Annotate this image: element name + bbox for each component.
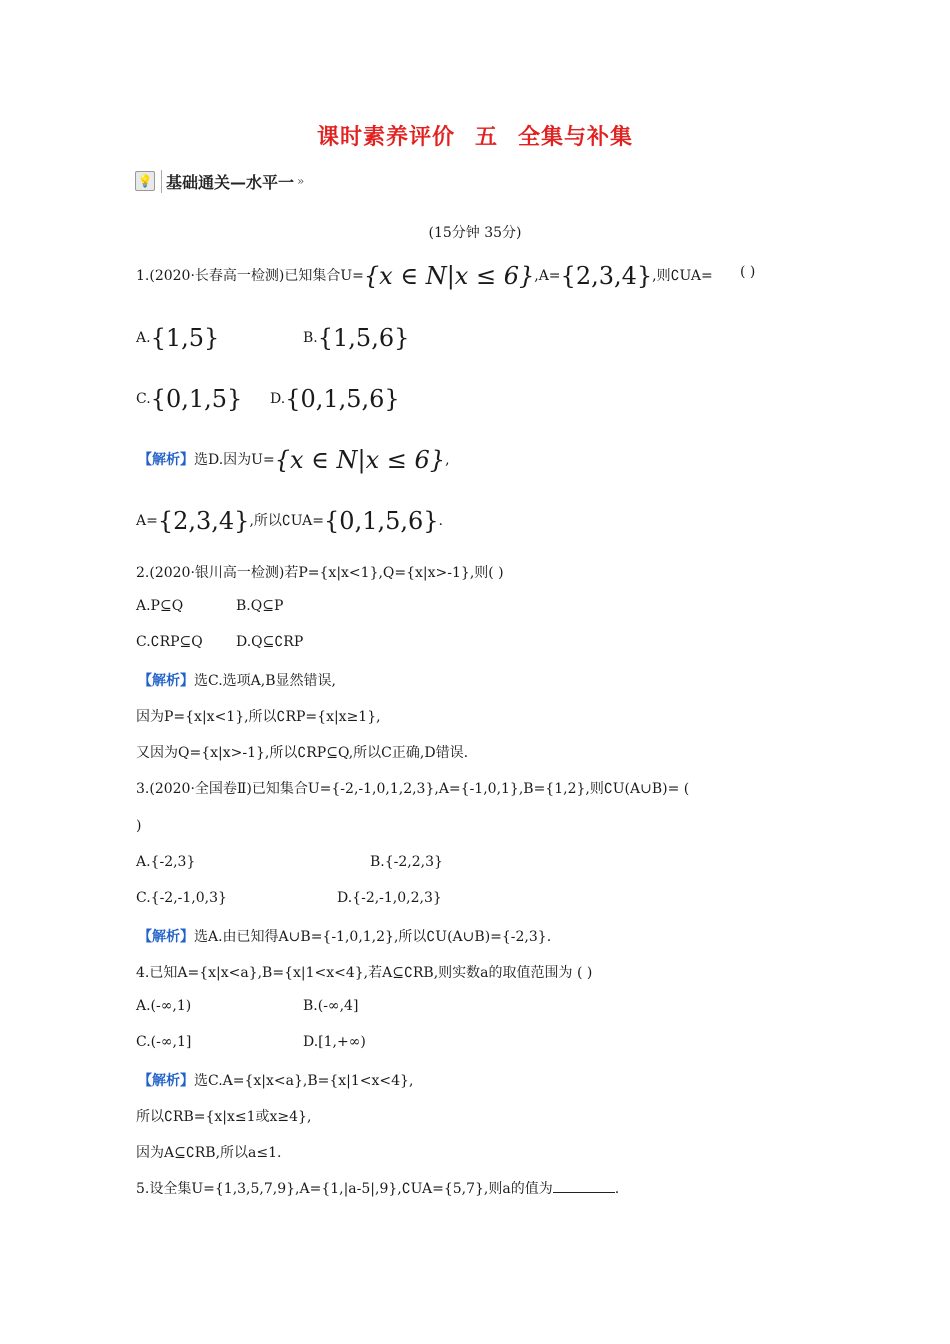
q1-tail-text: ,则∁UA= bbox=[652, 268, 713, 284]
q1-stem bbox=[136, 262, 713, 290]
q1-u-set: {x ∈ N|x ≤ 6} bbox=[363, 262, 535, 290]
title-part-1: 课时素养评价 bbox=[316, 125, 455, 150]
q1-a-set: {2,3,4} bbox=[560, 262, 653, 290]
q1-mid-text: ,A= bbox=[534, 268, 561, 284]
q1-analysis-a-set: {2,3,4} bbox=[157, 507, 250, 535]
q1-option-d bbox=[270, 385, 400, 413]
q5-stem-text: 5.设全集U={1,3,5,7,9},A={1,|a-5|,9},∁UA={5,7},则a的值为 bbox=[136, 1181, 553, 1197]
q2-analysis-line-2: 因为P={x|x<1},所以∁RP={x|x≥1}, bbox=[136, 709, 381, 725]
q3-stem-cont: ) bbox=[136, 818, 142, 834]
q1-answer-paren: ( ) bbox=[740, 264, 756, 280]
q1-analysis-period: . bbox=[438, 513, 443, 529]
page-title bbox=[0, 120, 950, 151]
q1-analysis-a-prefix: A= bbox=[136, 513, 158, 529]
time-note: (15分钟 35分) bbox=[428, 225, 522, 241]
q4-option-c: C.(-∞,1] bbox=[136, 1034, 192, 1050]
section-label: 基础通关—水平一 bbox=[161, 170, 294, 193]
q5-stem bbox=[136, 1178, 619, 1198]
q5-period: . bbox=[614, 1181, 620, 1197]
q4-option-d: D.[1,+∞) bbox=[303, 1034, 366, 1050]
lightbulb-icon: 💡 bbox=[135, 171, 155, 191]
q3-analysis-text-1: 选A.由已知得A∪B={-1,0,1,2},所以∁U(A∪B)={-2,3}. bbox=[194, 929, 552, 945]
q1-analysis-line-1 bbox=[138, 446, 450, 474]
q1-option-d-label: D. bbox=[270, 391, 286, 407]
q3-option-d: D.{-2,-1,0,2,3} bbox=[337, 890, 442, 906]
q1-analysis-u-set: {x ∈ N|x ≤ 6} bbox=[274, 446, 446, 474]
q1-option-c-label: C. bbox=[136, 391, 151, 407]
q4-option-b: B.(-∞,4] bbox=[303, 998, 359, 1014]
q2-analysis-line-3: 又因为Q={x|x>-1},所以∁RP⊆Q,所以C正确,D错误. bbox=[136, 745, 469, 761]
q1-option-c bbox=[136, 385, 242, 413]
q3-option-b: B.{-2,2,3} bbox=[370, 854, 443, 870]
section-badge bbox=[135, 170, 304, 192]
q1-option-b bbox=[303, 324, 409, 352]
q1-analysis-result: {0,1,5,6} bbox=[324, 507, 439, 535]
q2-analysis-line-1 bbox=[138, 670, 336, 690]
analysis-tag: 【解析】 bbox=[138, 452, 194, 468]
q4-analysis-line-1 bbox=[138, 1070, 413, 1090]
q1-option-b-set: {1,5,6} bbox=[317, 324, 410, 352]
q4-stem: 4.已知A={x|x<a},B={x|1<x<4},若A⊆∁RB,则实数a的取值范围为 ( ) bbox=[136, 965, 593, 981]
q2-option-c: C.∁RP⊆Q bbox=[136, 634, 203, 650]
analysis-tag: 【解析】 bbox=[138, 673, 194, 689]
q1-option-c-set: {0,1,5} bbox=[150, 385, 243, 413]
q2-option-a: A.P⊆Q bbox=[136, 598, 184, 614]
q1-option-d-set: {0,1,5,6} bbox=[285, 385, 400, 413]
q1-stem-text: 1.(2020·长春高一检测)已知集合U= bbox=[136, 268, 364, 284]
answer-blank[interactable] bbox=[553, 1180, 615, 1193]
q2-option-d: D.Q⊆∁RP bbox=[236, 634, 304, 650]
title-part-2: 五 bbox=[474, 125, 498, 150]
q1-option-a-set: {1,5} bbox=[150, 324, 220, 352]
q3-option-c: C.{-2,-1,0,3} bbox=[136, 890, 227, 906]
q1-option-a bbox=[136, 324, 219, 352]
q1-analysis-line-2 bbox=[136, 507, 443, 535]
q4-analysis-line-3: 因为A⊆∁RB,所以a≤1. bbox=[136, 1145, 282, 1161]
q3-analysis-line-1 bbox=[138, 926, 551, 946]
q1-option-a-label: A. bbox=[136, 330, 151, 346]
double-arrow-icon: » bbox=[297, 174, 305, 188]
q1-analysis-text-1: 选D.因为U= bbox=[194, 452, 275, 468]
q2-analysis-text-1: 选C.选项A,B显然错误, bbox=[194, 673, 336, 689]
q4-option-a: A.(-∞,1) bbox=[136, 998, 192, 1014]
q4-analysis-text-1: 选C.A={x|x<a},B={x|1<x<4}, bbox=[194, 1073, 414, 1089]
q3-option-a: A.{-2,3} bbox=[136, 854, 196, 870]
q3-stem: 3.(2020·全国卷Ⅱ)已知集合U={-2,-1,0,1,2,3},A={-1,0,1},B={1,2},则∁U(A∪B)= ( bbox=[136, 781, 690, 797]
q1-analysis-comma: , bbox=[445, 452, 450, 468]
q1-analysis-mid: ,所以∁UA= bbox=[249, 513, 325, 529]
title-part-3: 全集与补集 bbox=[518, 125, 634, 150]
q2-stem: 2.(2020·银川高一检测)若P={x|x<1},Q={x|x>-1},则( ) bbox=[136, 565, 504, 581]
q1-option-b-label: B. bbox=[303, 330, 318, 346]
q2-option-b: B.Q⊆P bbox=[236, 598, 284, 614]
analysis-tag: 【解析】 bbox=[138, 929, 194, 945]
analysis-tag: 【解析】 bbox=[138, 1073, 194, 1089]
q4-analysis-line-2: 所以∁RB={x|x≤1或x≥4}, bbox=[136, 1109, 312, 1125]
